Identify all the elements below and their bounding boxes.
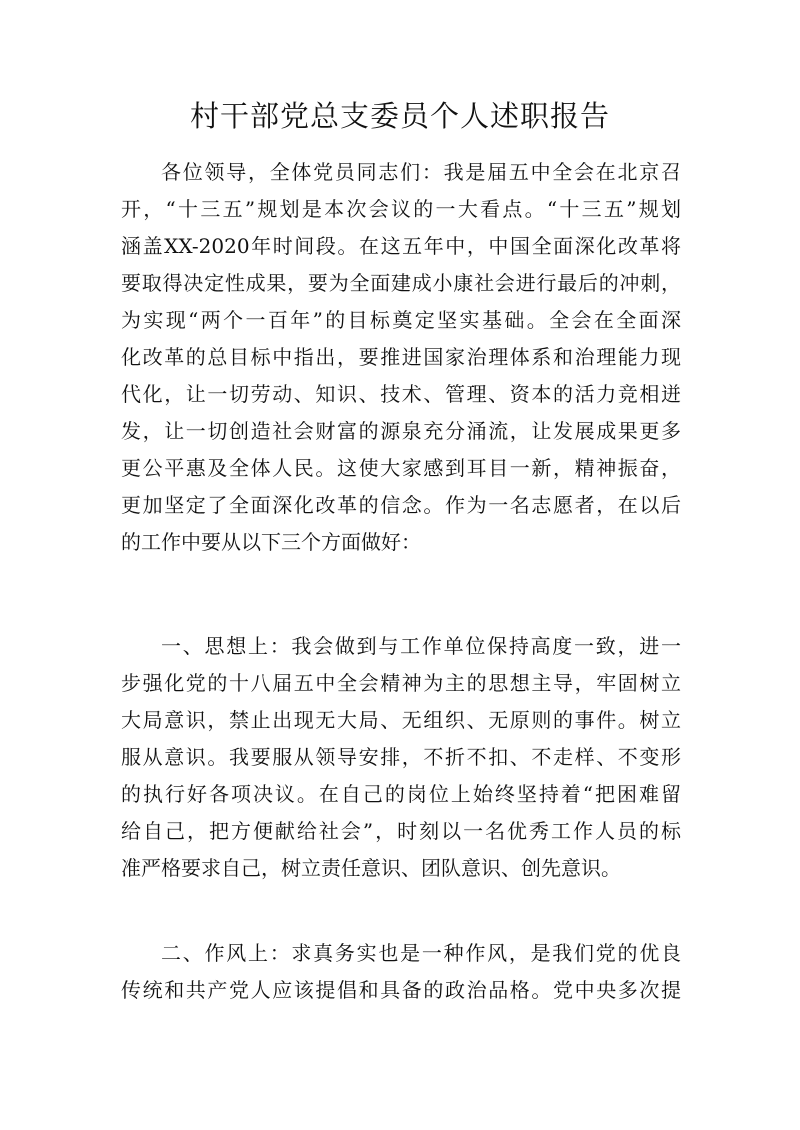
text-line: 涵盖XX-2020年时间段。在这五年中，中国全面深化改革将 — [121, 234, 681, 258]
text-line: 要取得决定性成果，要为全面建成小康社会进行最后的冲刺， — [121, 271, 681, 295]
text-line: 更公平惠及全体人民。这使大家感到耳目一新，精神振奋， — [121, 456, 681, 480]
text-line: 准严格要求自己，树立责任意识、团队意识、创先意识。 — [121, 856, 621, 880]
text-line: 传统和共产党人应该提倡和具备的政治品格。党中央多次提 — [121, 978, 681, 1002]
text-line: 给自己，把方便献给社会”，时刻以一名优秀工作人员的标 — [121, 819, 681, 843]
paragraph-thought — [121, 628, 681, 887]
text-line: 步强化党的十八届五中全会精神为主的思想主导，牢固树立 — [121, 671, 681, 695]
text-line: 的工作中要从以下三个方面做好： — [121, 530, 421, 554]
text-line: 为实现“两个一百年”的目标奠定坚实基础。全会在全面深 — [121, 308, 681, 332]
paragraph-style — [121, 935, 681, 1009]
text-line: 各位领导，全体党员同志们：我是届五中全会在北京召 — [161, 160, 681, 184]
text-line: 开，“十三五”规划是本次会议的一大看点。“十三五”规划 — [121, 197, 681, 221]
paragraph-intro — [121, 154, 681, 561]
text-line: 更加坚定了全面深化改革的信念。作为一名志愿者，在以后 — [121, 493, 681, 517]
text-line: 代化，让一切劳动、知识、技术、管理、资本的活力竞相迸 — [121, 382, 681, 406]
text-line: 服从意识。我要服从领导安排，不折不扣、不走样、不变形 — [121, 745, 681, 769]
text-line: 大局意识，禁止出现无大局、无组织、无原则的事件。树立 — [121, 708, 681, 732]
text-line: 的执行好各项决议。在自己的岗位上始终坚持着“把困难留 — [121, 782, 681, 806]
document-title: 村干部党总支委员个人述职报告 — [189, 99, 610, 133]
text-line: 发，让一切创造社会财富的源泉充分涌流，让发展成果更多 — [121, 419, 681, 443]
text-line: 二、作风上：求真务实也是一种作风，是我们党的优良 — [161, 941, 681, 965]
text-line: 一、思想上：我会做到与工作单位保持高度一致，进一 — [161, 634, 681, 658]
text-line: 化改革的总目标中指出，要推进国家治理体系和治理能力现 — [121, 345, 681, 369]
